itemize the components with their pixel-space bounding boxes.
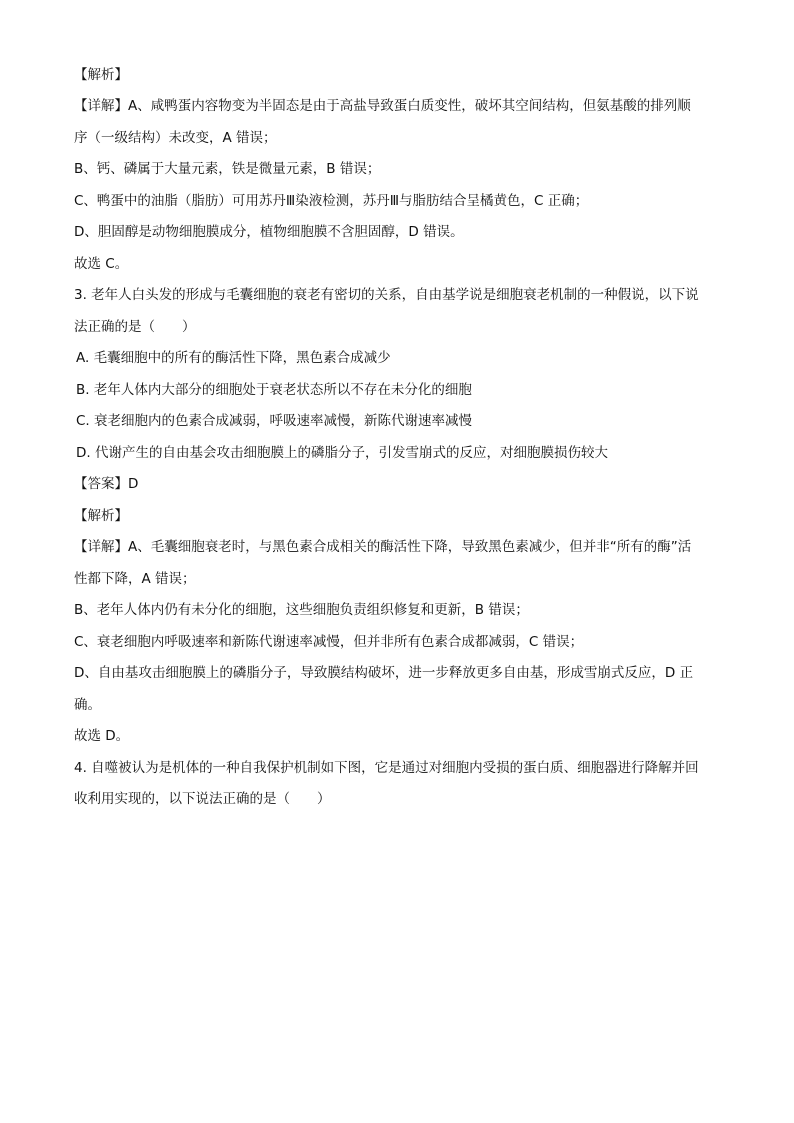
question-4-stem: 收利用实现的，以下说法正确的是（ ） xyxy=(74,791,331,807)
explanation-line: 【详解】A、毛囊细胞衰老时，与黑色素合成相关的酶活性下降，导致黑色素减少，但并非“所有的酶”活 xyxy=(74,539,692,555)
conclusion-line: 故选 D。 xyxy=(74,728,130,744)
question-3-option-d: D. 代谢产生的自由基会攻击细胞膜上的磷脂分子，引发雪崩式的反应，对细胞膜损伤较大 xyxy=(76,445,608,461)
explanation-line: D、自由基攻击细胞膜上的磷脂分子，导致膜结构破坏，进一步释放更多自由基，形成雪崩式反应，D 正 xyxy=(74,665,694,681)
question-3-stem: 法正确的是（ ） xyxy=(74,319,196,335)
question-3-option-b: B. 老年人体内大部分的细胞处于衰老状态所以不存在未分化的细胞 xyxy=(76,382,472,398)
explanation-line: D、胆固醇是动物细胞膜成分，植物细胞膜不含胆固醇，D 错误。 xyxy=(74,224,464,240)
explanation-line: B、老年人体内仍有未分化的细胞，这些细胞负责组织修复和更新，B 错误； xyxy=(74,602,529,618)
explanation-line: 【详解】A、咸鸭蛋内容物变为半固态是由于高盐导致蛋白质变性，破坏其空间结构，但氨基酸的排列顺 xyxy=(74,98,691,114)
question-3-stem: 3. 老年人白头发的形成与毛囊细胞的衰老有密切的关系，自由基学说是细胞衰老机制的一种假说，以下说 xyxy=(74,287,699,303)
explanation-line: C、鸭蛋中的油脂（脂肪）可用苏丹Ⅲ染液检测，苏丹Ⅲ与脂肪结合呈橘黄色，C 正确； xyxy=(74,193,589,209)
explanation-line: 性都下降，A 错误； xyxy=(74,571,196,587)
section-analysis-label: 【解析】 xyxy=(74,508,128,524)
answer-label: 【答案】D xyxy=(74,476,139,492)
explanation-line: 序（一级结构）未改变，A 错误； xyxy=(74,130,277,146)
question-3-option-c: C. 衰老细胞内的色素合成减弱，呼吸速率减慢，新陈代谢速率减慢 xyxy=(76,413,473,429)
explanation-line: 确。 xyxy=(74,697,101,713)
explanation-line: C、衰老细胞内呼吸速率和新陈代谢速率减慢，但并非所有色素合成都减弱，C 错误； xyxy=(74,634,584,650)
conclusion-line: 故选 C。 xyxy=(74,256,129,272)
question-4-stem: 4. 自噬被认为是机体的一种自我保护机制如下图，它是通过对细胞内受损的蛋白质、细胞器进行降解并回 xyxy=(74,760,699,776)
question-3-option-a: A. 毛囊细胞中的所有的酶活性下降，黑色素合成减少 xyxy=(76,350,391,366)
section-analysis-label: 【解析】 xyxy=(74,67,128,83)
explanation-line: B、钙、磷属于大量元素，铁是微量元素，B 错误； xyxy=(74,161,381,177)
